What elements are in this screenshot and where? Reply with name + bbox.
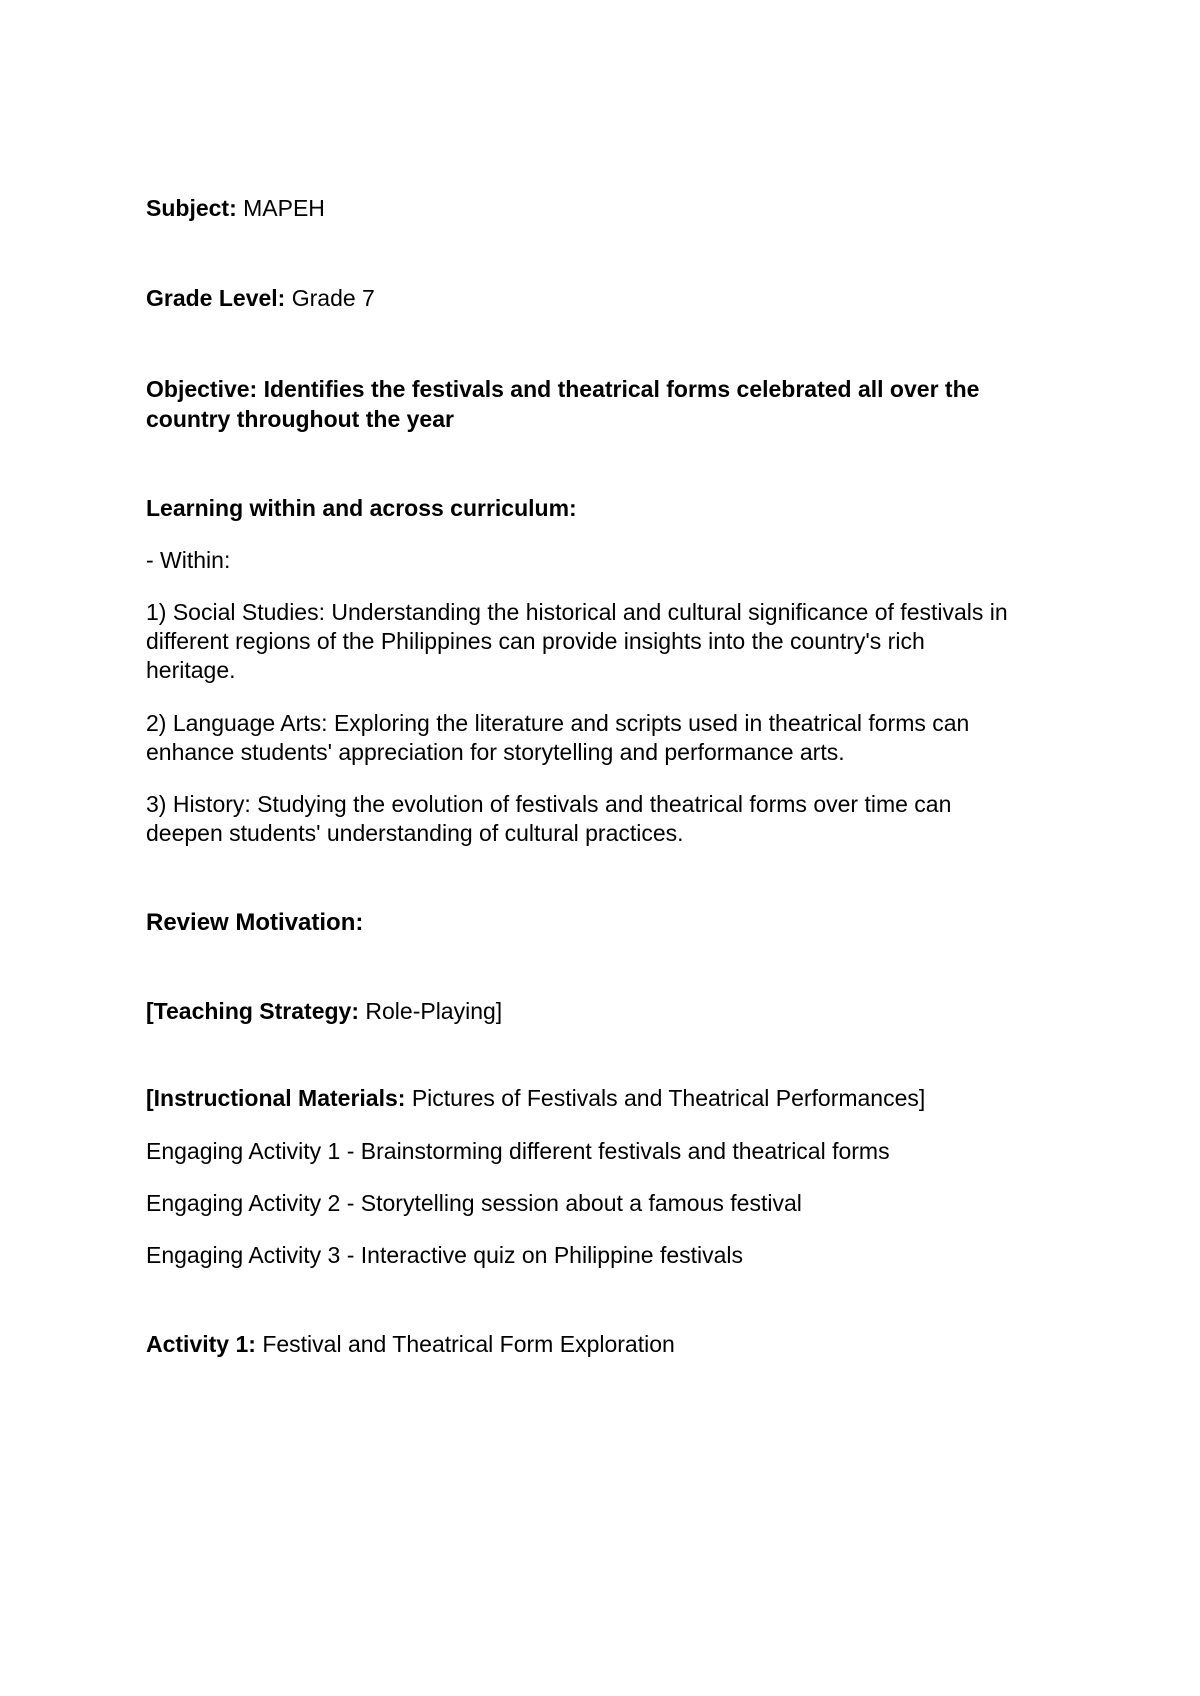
- learning-item-1-line-1: 1) Social Studies: Understanding the historical and cultural significance of festivals in: [146, 599, 1008, 625]
- review-motivation-heading: Review Motivation:: [146, 909, 364, 936]
- subject-label: Subject:: [146, 195, 237, 221]
- teaching-strategy-label: [Teaching Strategy:: [146, 998, 359, 1024]
- instructional-materials-label: [Instructional Materials:: [146, 1085, 406, 1111]
- teaching-strategy-value: Role-Playing]: [365, 998, 503, 1024]
- subject-value: MAPEH: [243, 195, 325, 221]
- subject-line: [146, 194, 1076, 223]
- teaching-strategy-line: [146, 997, 1076, 1026]
- grade-level-value: Grade 7: [291, 285, 375, 311]
- learning-item-1-line-3: heritage.: [146, 657, 236, 683]
- objective-label: Objective:: [146, 376, 258, 402]
- objective-line-2: [146, 405, 1076, 434]
- engaging-activity-2: Engaging Activity 2 - Storytelling session about a famous festival: [146, 1190, 802, 1216]
- learning-item-2-line-1: 2) Language Arts: Exploring the literature and scripts used in theatrical forms can: [146, 710, 970, 736]
- engaging-activity-1: Engaging Activity 1 - Brainstorming different festivals and theatrical forms: [146, 1138, 890, 1164]
- grade-level-label: Grade Level:: [146, 285, 286, 311]
- learning-heading: Learning within and across curriculum:: [146, 495, 577, 521]
- grade-level-line: [146, 284, 1076, 313]
- objective-text-2: country throughout the year: [146, 406, 454, 432]
- learning-item-3-line-2: deepen students' understanding of cultural practices.: [146, 820, 684, 846]
- engaging-activity-3: Engaging Activity 3 - Interactive quiz on Philippine festivals: [146, 1242, 744, 1268]
- activity-1-label: Activity 1:: [146, 1331, 256, 1357]
- learning-item-3-line-1: 3) History: Studying the evolution of festivals and theatrical forms over time can: [146, 791, 952, 817]
- instructional-materials-line: [146, 1084, 1076, 1113]
- within-label: - Within:: [146, 547, 231, 573]
- learning-item-2-line-2: enhance students' appreciation for storytelling and performance arts.: [146, 739, 845, 765]
- activity-1-value: Festival and Theatrical Form Exploration: [262, 1331, 675, 1357]
- learning-item-1-line-2: different regions of the Philippines can provide insights into the country's rich: [146, 628, 925, 654]
- objective-text-1: Identifies the festivals and theatrical forms celebrated all over the: [263, 376, 980, 402]
- activity-1-line: [146, 1330, 1076, 1359]
- objective-line-1: [146, 375, 1076, 404]
- instructional-materials-value: Pictures of Festivals and Theatrical Performances]: [411, 1085, 926, 1111]
